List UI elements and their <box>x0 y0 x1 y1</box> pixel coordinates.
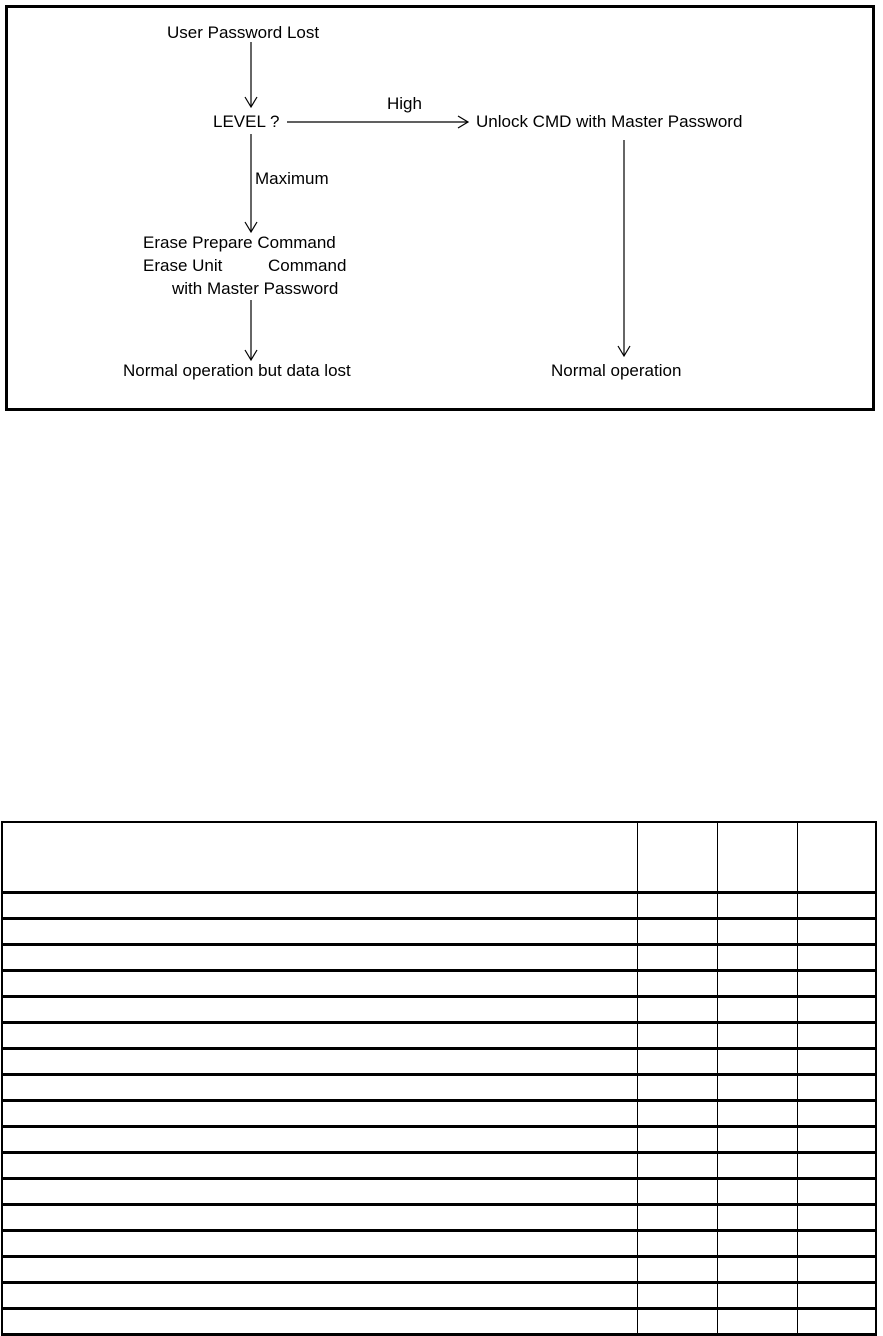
table-cell <box>637 1308 717 1334</box>
edge-label-high: High <box>387 94 422 113</box>
table-cell <box>637 1074 717 1100</box>
table-cell <box>797 892 876 918</box>
node-user-password-lost: User Password Lost <box>167 23 320 42</box>
table-cell <box>797 1204 876 1230</box>
table-header-row <box>2 822 876 892</box>
table-cell <box>637 1048 717 1074</box>
table-row <box>2 1074 876 1100</box>
table-cell <box>797 944 876 970</box>
table-cell <box>2 1126 637 1152</box>
table-row <box>2 1204 876 1230</box>
table-cell <box>637 1230 717 1256</box>
table-cell <box>717 1022 797 1048</box>
table-cell <box>2 1022 637 1048</box>
table-row <box>2 1152 876 1178</box>
table-cell <box>717 1256 797 1282</box>
table-cell <box>717 970 797 996</box>
table-cell <box>717 1152 797 1178</box>
table-cell <box>2 996 637 1022</box>
table-cell <box>2 970 637 996</box>
table-row <box>2 918 876 944</box>
node-erase-master-password: with Master Password <box>172 279 339 298</box>
table-cell <box>2 892 637 918</box>
table-cell <box>637 1204 717 1230</box>
table-cell <box>797 1308 876 1334</box>
table-cell <box>797 1100 876 1126</box>
table-cell <box>2 944 637 970</box>
node-level-decision: LEVEL ? <box>213 112 280 131</box>
table-cell <box>717 822 797 892</box>
table-cell <box>797 918 876 944</box>
data-table <box>1 821 877 1336</box>
table-row <box>2 944 876 970</box>
table-row <box>2 1022 876 1048</box>
table-cell <box>717 1282 797 1308</box>
table-row <box>2 892 876 918</box>
table-cell <box>637 1282 717 1308</box>
table-cell <box>797 822 876 892</box>
table-cell <box>717 892 797 918</box>
table-cell <box>797 1074 876 1100</box>
table-cell <box>797 1178 876 1204</box>
table-cell <box>2 1178 637 1204</box>
table-cell <box>2 1048 637 1074</box>
table-cell <box>637 822 717 892</box>
table-cell <box>637 1256 717 1282</box>
node-unlock-cmd: Unlock CMD with Master Password <box>476 112 743 131</box>
table-cell <box>2 1204 637 1230</box>
table-cell <box>797 1126 876 1152</box>
table-cell <box>637 944 717 970</box>
table-row <box>2 1282 876 1308</box>
table-cell <box>2 822 637 892</box>
table-cell <box>2 1256 637 1282</box>
table-row <box>2 1126 876 1152</box>
table-cell <box>797 1230 876 1256</box>
flow-arrows <box>0 0 883 420</box>
table-row <box>2 1100 876 1126</box>
table-cell <box>637 1126 717 1152</box>
table-cell <box>717 1126 797 1152</box>
table-row <box>2 1048 876 1074</box>
edge-label-maximum: Maximum <box>255 169 329 188</box>
table-cell <box>2 1152 637 1178</box>
table-cell <box>637 1022 717 1048</box>
table-cell <box>717 1178 797 1204</box>
table-cell <box>717 1308 797 1334</box>
table-cell <box>2 1074 637 1100</box>
table-row <box>2 1256 876 1282</box>
table-cell <box>717 1048 797 1074</box>
table-cell <box>637 892 717 918</box>
table-cell <box>797 1256 876 1282</box>
table-cell <box>797 1048 876 1074</box>
table-cell <box>797 970 876 996</box>
table-cell <box>797 1282 876 1308</box>
node-erase-unit-command: Command <box>268 256 347 275</box>
table-cell <box>2 1230 637 1256</box>
table-cell <box>717 1074 797 1100</box>
table-cell <box>637 1100 717 1126</box>
table-cell <box>2 1100 637 1126</box>
table-cell <box>637 996 717 1022</box>
table-cell <box>797 1022 876 1048</box>
table-row <box>2 1178 876 1204</box>
table-row <box>2 996 876 1022</box>
table-row <box>2 1308 876 1334</box>
table-cell <box>797 1152 876 1178</box>
table-cell <box>637 1178 717 1204</box>
node-normal-operation: Normal operation <box>551 361 682 380</box>
table-cell <box>637 1152 717 1178</box>
table-row <box>2 1230 876 1256</box>
table-cell <box>717 1204 797 1230</box>
node-erase-unit: Erase Unit <box>143 256 223 275</box>
table-cell <box>717 918 797 944</box>
table-cell <box>2 1282 637 1308</box>
table-row <box>2 970 876 996</box>
table-cell <box>2 1308 637 1334</box>
table-cell <box>717 1230 797 1256</box>
table-cell <box>797 996 876 1022</box>
table-cell <box>717 1100 797 1126</box>
node-erase-prepare: Erase Prepare Command <box>143 233 336 252</box>
node-normal-operation-data-lost: Normal operation but data lost <box>123 361 351 380</box>
table-cell <box>717 944 797 970</box>
table-cell <box>637 918 717 944</box>
table-cell <box>2 918 637 944</box>
table-cell <box>637 970 717 996</box>
table-cell <box>717 996 797 1022</box>
